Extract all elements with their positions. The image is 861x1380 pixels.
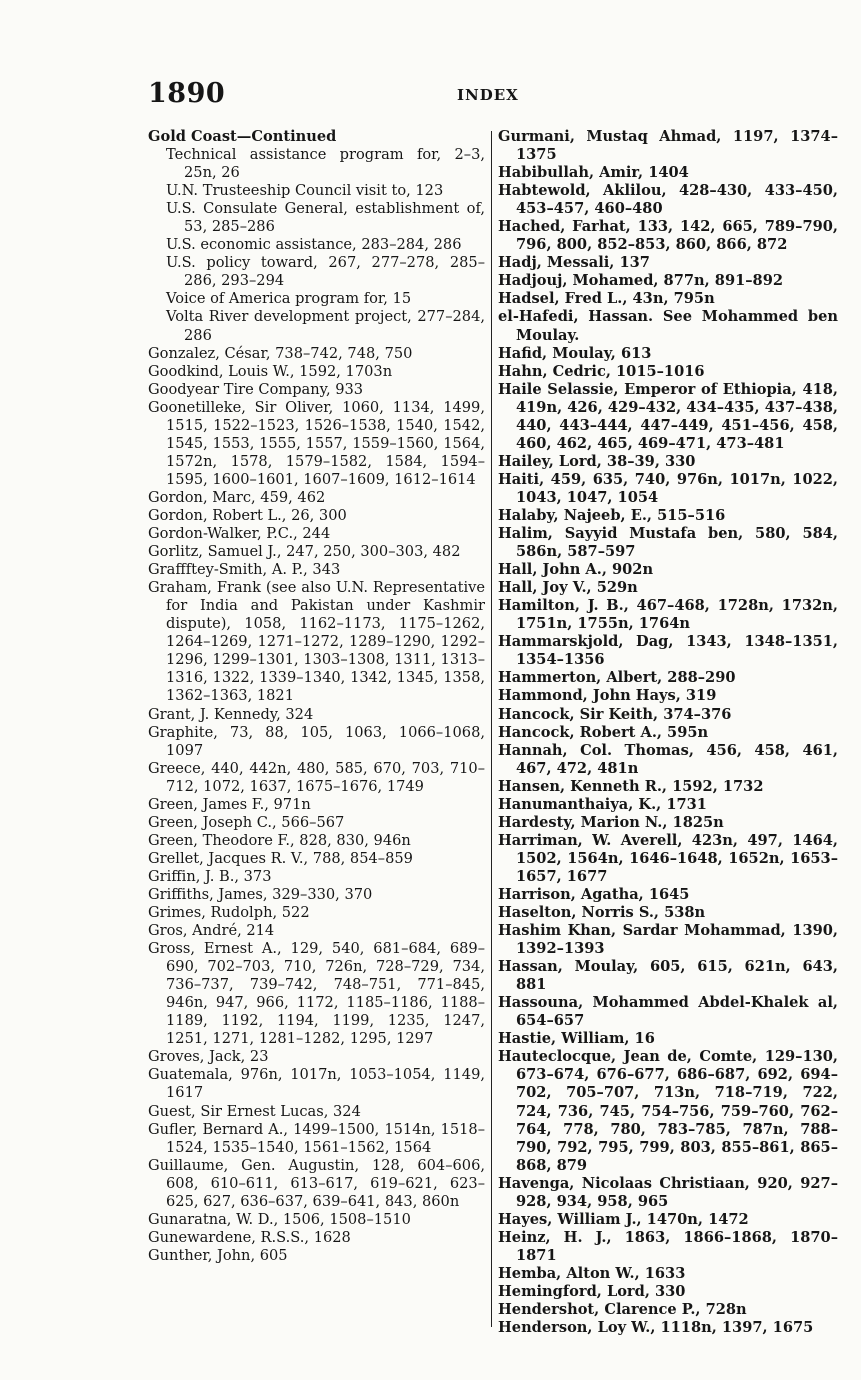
index-entry: Grellet, Jacques R. V., 788, 854–859: [148, 849, 413, 867]
index-subentry: Technical assistance program for, 2–3, 25n, 26: [166, 146, 485, 182]
index-subentry: U.N. Trusteeship Council visit to, 123: [166, 182, 444, 200]
index-entry: Havenga, Nicolaas Christiaan, 920, 927–928, 934, 958, 965: [498, 1174, 838, 1210]
index-entry: Gros, André, 214: [148, 922, 275, 940]
index-entry: Gorlitz, Samuel J., 247, 250, 300–303, 482: [148, 543, 461, 561]
index-entry: Hancock, Sir Keith, 374–376: [498, 705, 732, 723]
index-heading: Gold Coast—Continued: [148, 128, 337, 145]
index-entry: Hassouna, Mohammed Abdel-Khalek al, 654–657: [498, 994, 838, 1030]
index-entry: Griffin, J. B., 373: [148, 867, 272, 885]
index-subentry: U.S. policy toward, 267, 277–278, 285–286, 293–294: [166, 254, 485, 290]
index-entry: Hadsel, Fred L., 43n, 795n: [498, 290, 715, 308]
index-entry: Hammarskjold, Dag, 1343, 1348–1351, 1354–1356: [498, 633, 838, 669]
index-entry: Grimes, Rudolph, 522: [148, 904, 310, 922]
index-entry: Hadjouj, Mohamed, 877n, 891–892: [498, 272, 784, 290]
running-head: INDEX: [457, 86, 519, 104]
index-entry: el-Hafedi, Hassan. See Mohammed ben Moulay.: [498, 308, 838, 344]
index-entry: Halaby, Najeeb, E., 515–516: [498, 506, 726, 524]
index-entry: Haiti, 459, 635, 740, 976n, 1017n, 1022, 1043, 1047, 1054: [498, 470, 838, 506]
index-entry: Hassan, Moulay, 605, 615, 621n, 643, 881: [498, 958, 838, 994]
index-entry: Hancock, Robert A., 595n: [498, 723, 709, 741]
index-entry: Gufler, Bernard A., 1499–1500, 1514n, 1518–1524, 1535–1540, 1561–1562, 1564: [148, 1120, 485, 1156]
index-entry: Haile Selassie, Emperor of Ethiopia, 418, 419n, 426, 429–432, 434–435, 437–438, 440, 443–444, 447–449, 451–456, 458, 460, 462, 465, 469–471, 473–481: [498, 380, 838, 452]
index-entry: Guillaume, Gen. Augustin, 128, 604–606, 608, 610–611, 613–617, 619–621, 623–625, 627, 636–637, 639–641, 843, 860n: [148, 1156, 485, 1210]
page-number: 1890: [148, 78, 226, 109]
index-entry: Haselton, Norris S., 538n: [498, 904, 706, 922]
index-entry: Gonzalez, César, 738–742, 748, 750: [148, 344, 413, 362]
index-entry: Habtewold, Aklilou, 428–430, 433–450, 453–457, 460–480: [498, 182, 838, 218]
index-column-right: [498, 128, 838, 1337]
index-entry: Hached, Farhat, 133, 142, 665, 789–790, 796, 800, 852–853, 860, 866, 872: [498, 218, 838, 254]
index-entry: Hadj, Messali, 137: [498, 254, 650, 272]
index-entry: Harrison, Agatha, 1645: [498, 885, 690, 903]
index-entry: Gordon, Robert L., 26, 300: [148, 506, 347, 524]
index-entry: Gordon-Walker, P.C., 244: [148, 525, 331, 543]
index-entry: Hastie, William, 16: [498, 1030, 655, 1048]
index-entry: Hanumanthaiya, K., 1731: [498, 795, 707, 813]
index-entry: Hall, John A., 902n: [498, 561, 654, 579]
index-entry: Harriman, W. Averell, 423n, 497, 1464, 1502, 1564n, 1646–1648, 1652n, 1653–1657, 1677: [498, 831, 838, 885]
index-entry: Graphite, 73, 88, 105, 1063, 1066–1068, 1097: [148, 723, 485, 759]
index-entry: Goodyear Tire Company, 933: [148, 380, 364, 398]
index-entry: Gunaratna, W. D., 1506, 1508–1510: [148, 1210, 411, 1228]
index-entry: Griffiths, James, 329–330, 370: [148, 885, 373, 903]
index-entry: Gordon, Marc, 459, 462: [148, 488, 326, 506]
index-entry: Gunewardene, R.S.S., 1628: [148, 1228, 351, 1246]
index-entry: Green, Theodore F., 828, 830, 946n: [148, 831, 411, 849]
column-divider: [491, 131, 492, 1327]
index-entry: Hendershot, Clarence P., 728n: [498, 1301, 747, 1319]
index-entry: Gurmani, Mustaq Ahmad, 1197, 1374–1375: [498, 128, 838, 164]
index-entry: Goodkind, Louis W., 1592, 1703n: [148, 362, 393, 380]
index-entry: Hammerton, Albert, 288–290: [498, 669, 736, 687]
index-entry: Hayes, William J., 1470n, 1472: [498, 1210, 749, 1228]
index-entry: Greece, 440, 442n, 480, 585, 670, 703, 710–712, 1072, 1637, 1675–1676, 1749: [148, 759, 485, 795]
index-entry: Halim, Sayyid Mustafa ben, 580, 584, 586n, 587–597: [498, 525, 838, 561]
index-entry: Hashim Khan, Sardar Mohammad, 1390, 1392–1393: [498, 922, 838, 958]
index-subentry: U.S. economic assistance, 283–284, 286: [166, 236, 462, 254]
index-entry: Hamilton, J. B., 467–468, 1728n, 1732n, 1751n, 1755n, 1764n: [498, 597, 838, 633]
index-entry: Hall, Joy V., 529n: [498, 579, 638, 597]
index-subentry: Volta River development project, 277–284, 286: [166, 308, 485, 344]
index-entry: Heinz, H. J., 1863, 1866–1868, 1870–1871: [498, 1228, 838, 1264]
index-entry: Guest, Sir Ernest Lucas, 324: [148, 1102, 361, 1120]
index-entry: Hardesty, Marion N., 1825n: [498, 813, 724, 831]
index-column-left: [148, 128, 485, 1265]
index-subentry: U.S. Consulate General, establishment of, 53, 285–286: [166, 200, 485, 236]
index-entry: Hannah, Col. Thomas, 456, 458, 461, 467, 472, 481n: [498, 741, 838, 777]
index-entry: Guatemala, 976n, 1017n, 1053–1054, 1149, 1617: [148, 1066, 485, 1102]
index-entry: Hemingford, Lord, 330: [498, 1283, 686, 1300]
index-entry: Hansen, Kenneth R., 1592, 1732: [498, 777, 764, 795]
index-entry: Groves, Jack, 23: [148, 1048, 269, 1066]
index-entry: Graham, Frank (see also U.N. Representative for India and Pakistan under Kashmir dispute), 1058, 1162–1173, 1175–1262, 1264–1269, 1271–1272, 1289–1290, 1292–1296, 1299–1301, 1303–1308, 1311, 1313–1316, 1322, 1339–1340, 1342, 1345, 1358, 1362–1363, 1821: [148, 579, 485, 705]
index-entry: Graffftey-Smith, A. P., 343: [148, 561, 341, 579]
index-entry: Green, James F., 971n: [148, 795, 311, 813]
index-entry: Hammond, John Hays, 319: [498, 687, 717, 705]
index-entry: Hailey, Lord, 38–39, 330: [498, 452, 696, 470]
index-entry: Gunther, John, 605: [148, 1246, 288, 1264]
index-entry: Habibullah, Amir, 1404: [498, 164, 689, 182]
index-entry: Hauteclocque, Jean de, Comte, 129–130, 673–674, 676–677, 686–687, 692, 694–702, 705–707, 713n, 718–719, 722, 724, 736, 745, 754–756, 759–760, 762–764, 778, 780, 783–785, 787n, 788–790, 792, 795, 799, 803, 855–861, 865–868, 879: [498, 1048, 838, 1174]
index-entry: Hahn, Cedric, 1015–1016: [498, 362, 705, 380]
index-entry: Hafid, Moulay, 613: [498, 344, 652, 362]
index-subentry: Voice of America program for, 15: [166, 290, 412, 308]
index-entry: Hemba, Alton W., 1633: [498, 1264, 686, 1282]
index-entry: Grant, J. Kennedy, 324: [148, 705, 314, 723]
index-entry: Goonetilleke, Sir Oliver, 1060, 1134, 1499, 1515, 1522–1523, 1526–1538, 1540, 1542, 1545, 1553, 1555, 1557, 1559–1560, 1564, 1572n, 1578, 1579–1582, 1584, 1594–1595, 1600–1601, 1607–1609, 1612–1614: [148, 398, 485, 488]
index-entry: Henderson, Loy W., 1118n, 1397, 1675: [498, 1319, 814, 1337]
index-entry: Gross, Ernest A., 129, 540, 681–684, 689–690, 702–703, 710, 726n, 728–729, 734, 736–737, 739–742, 748–751, 771–845, 946n, 947, 966, 1172, 1185–1186, 1188–1189, 1192, 1194, 1199, 1235, 1247, 1251, 1271, 1281–1282, 1295, 1297: [148, 940, 485, 1048]
index-entry: Green, Joseph C., 566–567: [148, 813, 345, 831]
